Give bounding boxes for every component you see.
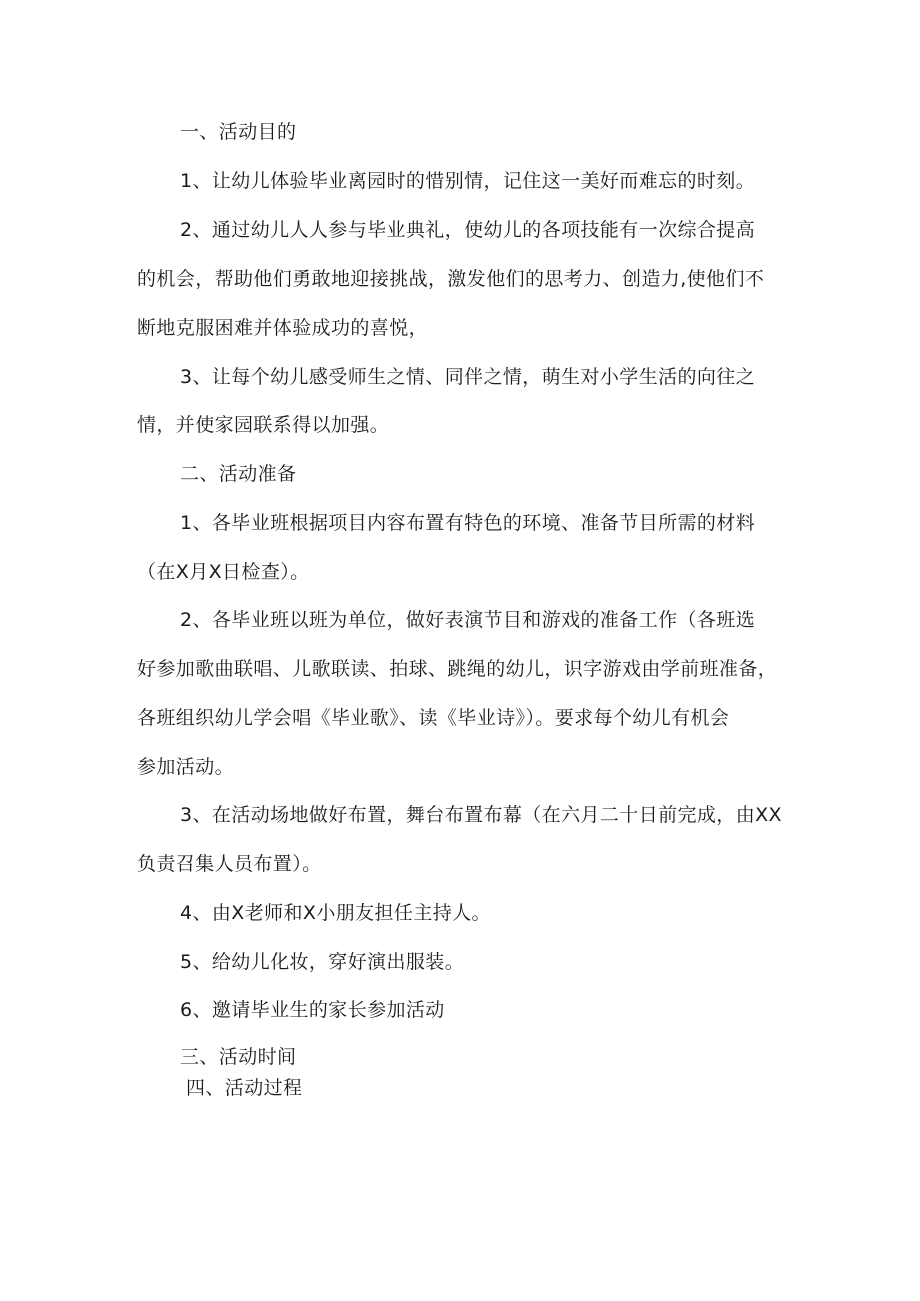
paragraph-line: 好参加歌曲联唱、儿歌联读、拍球、跳绳的幼儿，识字游戏由学前班准备，	[137, 658, 778, 680]
paragraph-line: （在X月X日检查）。	[137, 561, 310, 583]
paragraph-line: 6、邀请毕业生的家长参加活动	[180, 999, 445, 1021]
paragraph-line: 负责召集人员布置）。	[137, 853, 322, 875]
paragraph-line: 断地克服困难并体验成功的喜悦，	[137, 317, 429, 339]
heading-activity-time: 三、活动时间	[180, 1046, 297, 1068]
paragraph-line: 的机会，帮助他们勇敢地迎接挑战，激发他们的思考力、创造力,使他们不	[137, 268, 765, 290]
paragraph-line: 3、让每个幼儿感受师生之情、同伴之情，萌生对小学生活的向往之	[180, 366, 756, 388]
paragraph-line: 2、各毕业班以班为单位，做好表演节目和游戏的准备工作（各班选	[180, 609, 756, 631]
paragraph-line: 各班组织幼儿学会唱《毕业歌》、读《毕业诗》）。要求每个幼儿有机会	[137, 707, 730, 729]
heading-activity-purpose: 一、活动目的	[180, 121, 297, 143]
paragraph-line: 情，并使家园联系得以加强。	[137, 414, 390, 436]
paragraph-line: 2、通过幼儿人人参与毕业典礼，使幼儿的各项技能有一次综合提高	[180, 219, 756, 241]
heading-activity-preparation: 二、活动准备	[180, 463, 297, 485]
paragraph-line: 4、由X老师和X小朋友担任主持人。	[180, 902, 491, 924]
paragraph-line: 3、在活动场地做好布置，舞台布置布幕（在六月二十日前完成，由XX	[180, 804, 782, 826]
paragraph-line: 1、让幼儿体验毕业离园时的惜别情，记住这一美好而难忘的时刻。	[180, 170, 756, 192]
heading-activity-process: 四、活动过程	[186, 1077, 303, 1099]
paragraph-line: 参加活动。	[137, 756, 235, 778]
paragraph-line: 1、各毕业班根据项目内容布置有特色的环境、准备节目所需的材料	[180, 512, 756, 534]
paragraph-line: 5、给幼儿化妆，穿好演出服装。	[180, 951, 465, 973]
